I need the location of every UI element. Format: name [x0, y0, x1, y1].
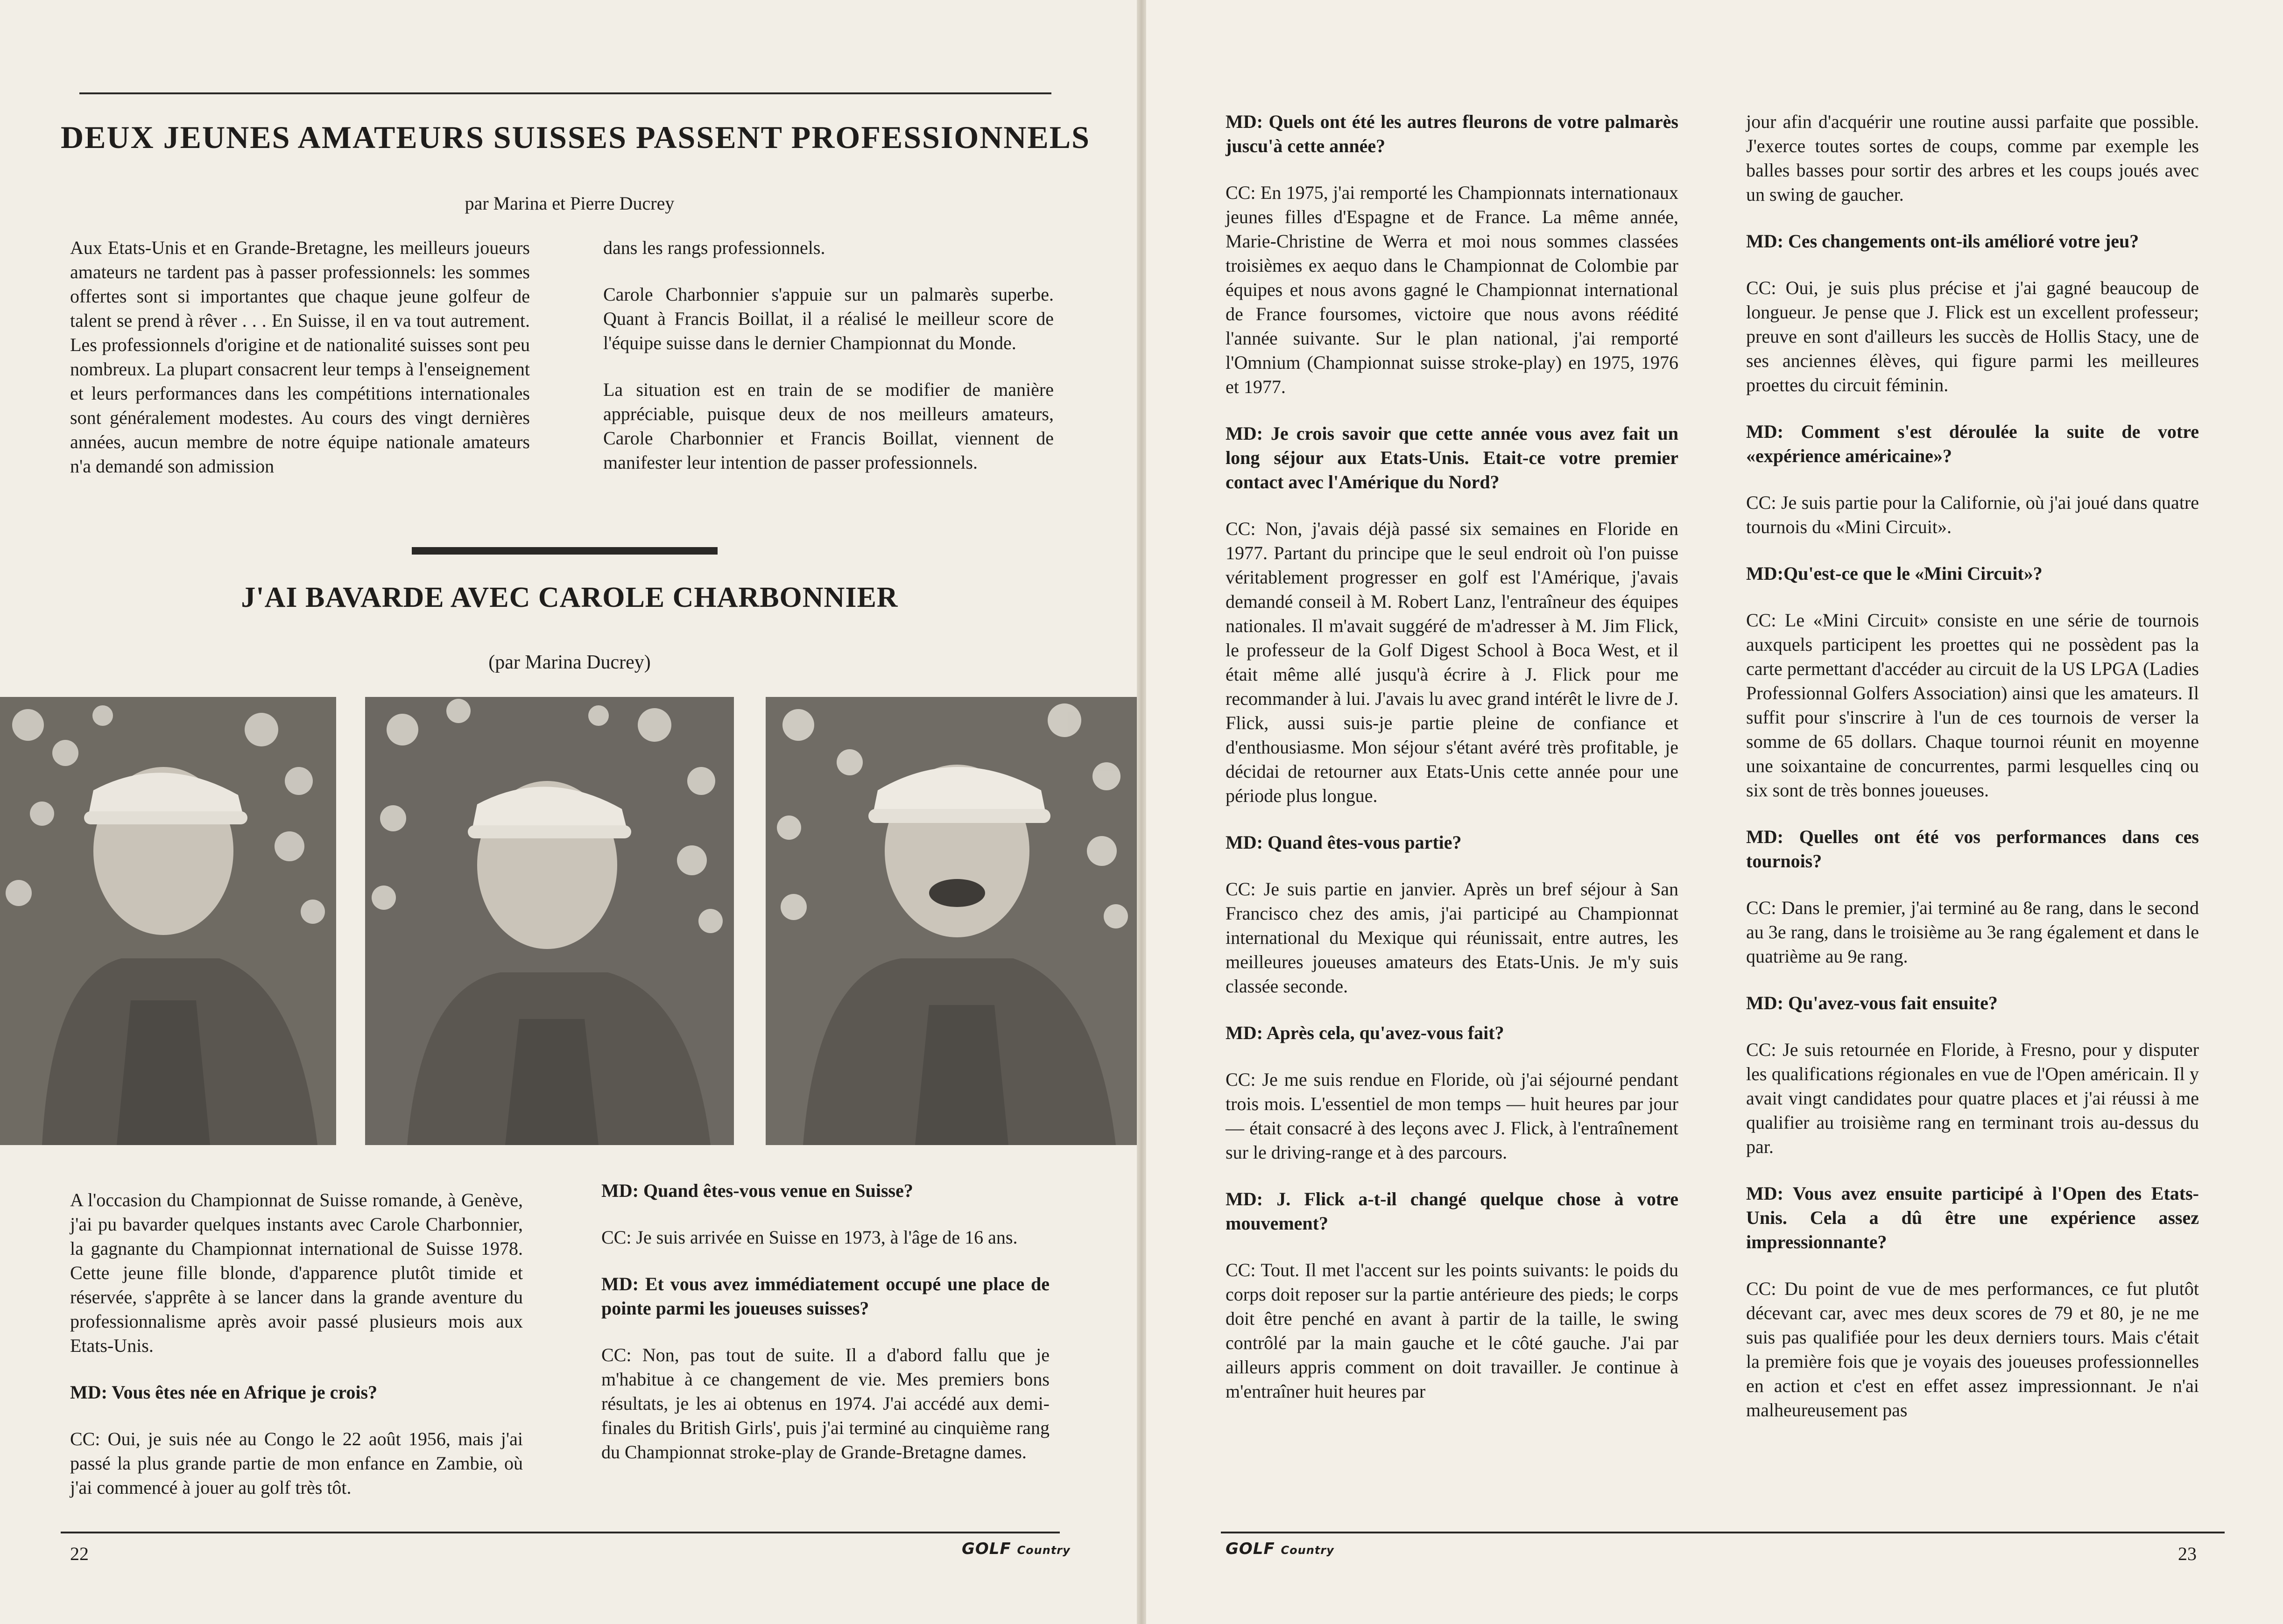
photo-carole-3-image: [766, 697, 1137, 1145]
logo-sub: Country: [1017, 1544, 1071, 1557]
question: MD: Quels ont été les autres fleurons de votre palmarès juscu'à cette année?: [1226, 111, 1678, 156]
question: MD: Comment s'est déroulée la suite de votre «expérience américaine»?: [1746, 421, 2199, 466]
answer: CC: En 1975, j'ai remporté les Championnats internationaux jeunes filles d'Espagne et de France. La même année, Marie-Christine de Werra et moi nous sommes classées troisièmes ex aequo dans le Championnat de Colombie par équipes et nous avons gagné le Championnat international de France foursomes, victoire que nous avons réédité l'année suivante. Sur le plan national, j'ai remporté l'Omnium (Championnat suisse stroke-play) en 1975, 1976 et 1977.: [1226, 182, 1678, 397]
answer: jour afin d'acquérir une routine aussi parfaite que possible. J'exerce toutes sortes de coups, comme par exemple les balles basses pour sortir des arbres et les coups joués avec un swing de gaucher.: [1746, 111, 2199, 205]
interview-column-1: [70, 1188, 523, 1522]
photo-carole-1: [0, 697, 336, 1145]
interview-title: J'AI BAVARDE AVEC CAROLE CHARBONNIER: [241, 582, 898, 613]
page-number: 23: [2178, 1543, 2197, 1564]
section-divider: [412, 547, 718, 555]
intro-paragraph: dans les rangs professionnels.: [603, 237, 825, 258]
question: MD: Qu'avez-vous fait ensuite?: [1746, 992, 1998, 1013]
logo-sub: Country: [1281, 1544, 1334, 1557]
question: MD: Je crois savoir que cette année vous avez fait un long séjour aux Etats-Unis. Etait-ce votre premier contact avec l'Amérique du Nord?: [1226, 423, 1678, 492]
top-rule: [79, 92, 1051, 94]
question: MD: Quand êtes-vous partie?: [1226, 832, 1462, 853]
question: MD: Quand êtes-vous venue en Suisse?: [601, 1180, 913, 1201]
answer: CC: Le «Mini Circuit» consiste en une série de tournois auxquels participent les proettes qui ne possèdent pas la carte permettant d'accéder au circuit de la US LPGA (Ladies Professionnal Golfers Association) ainsi que les amateurs. Il suffit pour s'inscrire à l'un de ces tournois de verser la somme de 65 dollars. Chaque tournoi réunit en moyenne une soixantaine de concurrentes, parmi lesquelles cinq ou six sont de très bonnes joueuses.: [1746, 610, 2199, 801]
intro-paragraph: Aux Etats-Unis et en Grande-Bretagne, les meilleurs joueurs amateurs ne tardent pas à passer professionnels: les sommes offertes sont si importantes que chaque jeune golfeur de talent se prend à rêver . . . En Suisse, il en va tout autrement. Les professionnels d'origine et de nationalité suisses sont peu nombreux. La plupart consacrent leur temps à l'enseignement et leurs performances dans les compétitions internationales sont généralement modestes. Au cours des vingt dernières années, aucun membre de notre équipe nationale amateurs n'a demandé son admission: [70, 237, 530, 477]
byline: par Marina et Pierre Ducrey: [465, 193, 675, 214]
answer: CC: Oui, je suis née au Congo le 22 août 1956, mais j'ai passé la plus grande partie de mon enfance en Zambie, où j'ai commencé à jouer au golf très tôt.: [70, 1428, 523, 1498]
answer: CC: Je suis partie pour la Californie, où j'ai joué dans quatre tournois du «Mini Circuit».: [1746, 492, 2199, 537]
logo-main: GOLF: [962, 1540, 1011, 1558]
headline: DEUX JEUNES AMATEURS SUISSES PASSENT PROFESSIONNELS: [61, 120, 1090, 155]
question: MD:Qu'est-ce que le «Mini Circuit»?: [1746, 563, 2043, 584]
intro-column-1: [70, 236, 530, 501]
answer: CC: Je suis retournée en Floride, à Fresno, pour y disputer les qualifications régionales en vue de l'Open américain. Il y avait vingt candidates pour quatre places et j'ai réussi à me qualifier au troisième rang en terminant trois au-dessus du par.: [1746, 1039, 2199, 1157]
left-page: [0, 0, 1137, 1624]
intro-paragraph: Carole Charbonnier s'appuie sur un palmarès superbe. Quant à Francis Boillat, il a réalisé le meilleur score de l'équipe suisse dans le dernier Championnat du Monde.: [603, 284, 1054, 353]
golf-country-logo: [1226, 1540, 1334, 1558]
question: MD: Et vous avez immédiatement occupé une place de pointe parmi les joueuses suisses?: [601, 1273, 1050, 1319]
right-column-2: [1746, 110, 2199, 1445]
interview-intro: A l'occasion du Championnat de Suisse romande, à Genève, j'ai pu bavarder quelques instants avec Carole Charbonnier, la gagnante du Championnat international de Suisse 1978. Cette jeune fille blonde, d'apparence plutôt timide et réservée, s'apprête à se lancer dans la grande aventure du professionnalisme après avoir passé plusieurs mois aux Etats-Unis.: [70, 1189, 523, 1356]
answer: CC: Non, pas tout de suite. Il a d'abord fallu que je m'habitue à ce changement de vie. Mes premiers bons résultats, je les ai obtenus en 1974. J'ai accédé aux demi-finales du British Girls', puis j'ai terminé au cinquième rang du Championnat stroke-play de Grande-Bretagne dames.: [601, 1344, 1050, 1462]
photo-carole-1-image: [0, 697, 336, 1145]
answer: CC: Du point de vue de mes performances, ce fut plutôt décevant car, avec mes deux scores de 79 et 80, je ne me suis pas qualifiée pour les deux derniers tours. Mais c'était la première fois que je voyais des joueuses professionnelles en action et c'est en effet assez impressionnant. Je n'ai malheureusement pas: [1746, 1278, 2199, 1420]
question: MD: Ces changements ont-ils amélioré votre jeu?: [1746, 231, 2139, 252]
photo-carole-3: [766, 697, 1137, 1145]
page-number: 22: [70, 1543, 89, 1564]
golf-country-logo: [962, 1540, 1071, 1558]
answer: CC: Dans le premier, j'ai terminé au 8e rang, dans le second au 3e rang, dans le troisième au 3e rang également et dans le quatrième au 9e rang.: [1746, 897, 2199, 967]
photo-carole-2: [365, 697, 734, 1145]
question: MD: Vous êtes née en Afrique je crois?: [70, 1382, 378, 1403]
question: MD: Quelles ont été vos performances dans ces tournois?: [1746, 826, 2199, 872]
right-column-1: [1226, 110, 1678, 1426]
footer-rule: [1221, 1532, 2225, 1533]
question: MD: Vous avez ensuite participé à l'Open des Etats-Unis. Cela a dû être une expérience assez impressionnante?: [1746, 1183, 2199, 1252]
answer: CC: Je suis arrivée en Suisse en 1973, à l'âge de 16 ans.: [601, 1227, 1018, 1248]
intro-paragraph: La situation est en train de se modifier de manière appréciable, puisque deux de nos meilleurs amateurs, Carole Charbonnier et Francis Boillat, viennent de manifester leur intention de passer professionnels.: [603, 379, 1054, 473]
right-page: [1146, 0, 2283, 1624]
question: MD: Après cela, qu'avez-vous fait?: [1226, 1022, 1504, 1043]
logo-main: GOLF: [1226, 1540, 1275, 1558]
answer: CC: Oui, je suis plus précise et j'ai gagné beaucoup de longueur. Je pense que J. Flick est un excellent professeur; preuve en sont d'ailleurs les succès de Hollis Stacy, une de ses anciennes élèves, qui figure parmi les meilleures proettes du circuit féminin.: [1746, 277, 2199, 395]
book-gutter: [1137, 0, 1146, 1624]
interview-byline: (par Marina Ducrey): [488, 652, 651, 673]
answer: CC: Je me suis rendue en Floride, où j'ai séjourné pendant trois mois. L'essentiel de mon temps — huit heures par jour — était consacré à des leçons avec J. Flick, à l'entraînement sur le driving-range et à des parcours.: [1226, 1069, 1678, 1163]
answer: CC: Tout. Il met l'accent sur les points suivants: le poids du corps doit reposer sur la partie antérieure des pieds; le corps doit être penché en avant à partir de la taille, le swing contrôlé par la main gauche et le côté gauche. J'ai par ailleurs appris comment on doit travailler. Je continue à m'entraîner huit heures par: [1226, 1259, 1678, 1402]
intro-column-2: [603, 236, 1054, 497]
photo-carole-2-image: [365, 697, 734, 1145]
answer: CC: Je suis partie en janvier. Après un bref séjour à San Francisco chez des amis, j'ai participé au Championnat international du Mexique qui réunissait, entre autres, les meilleures joueuses amateurs des Etats-Unis. Je m'y suis classée seconde.: [1226, 879, 1678, 997]
answer: CC: Non, j'avais déjà passé six semaines en Floride en 1977. Partant du principe que le seul endroit où l'on puisse véritablement progresser en golf est l'Amérique, j'avais demandé conseil à M. Robert Lanz, l'entraîneur des équipes nationales. Il m'avait suggéré de m'adresser à M. Jim Flick, le professeur de la Golf Digest School à Boca West, et il était même allé jusqu'à écrire à J. Flick pour me recommander à lui. J'avais lu avec grand intérêt le livre de J. Flick, aussi suis-je partie pleine de confiance et d'enthousiasme. Mon séjour s'étant avéré très profitable, je décidai de retourner aux Etats-Unis cette année pour une période plus longue.: [1226, 518, 1678, 806]
question: MD: J. Flick a-t-il changé quelque chose à votre mouvement?: [1226, 1188, 1678, 1234]
footer-rule: [61, 1532, 1060, 1533]
interview-column-2: [601, 1179, 1050, 1487]
